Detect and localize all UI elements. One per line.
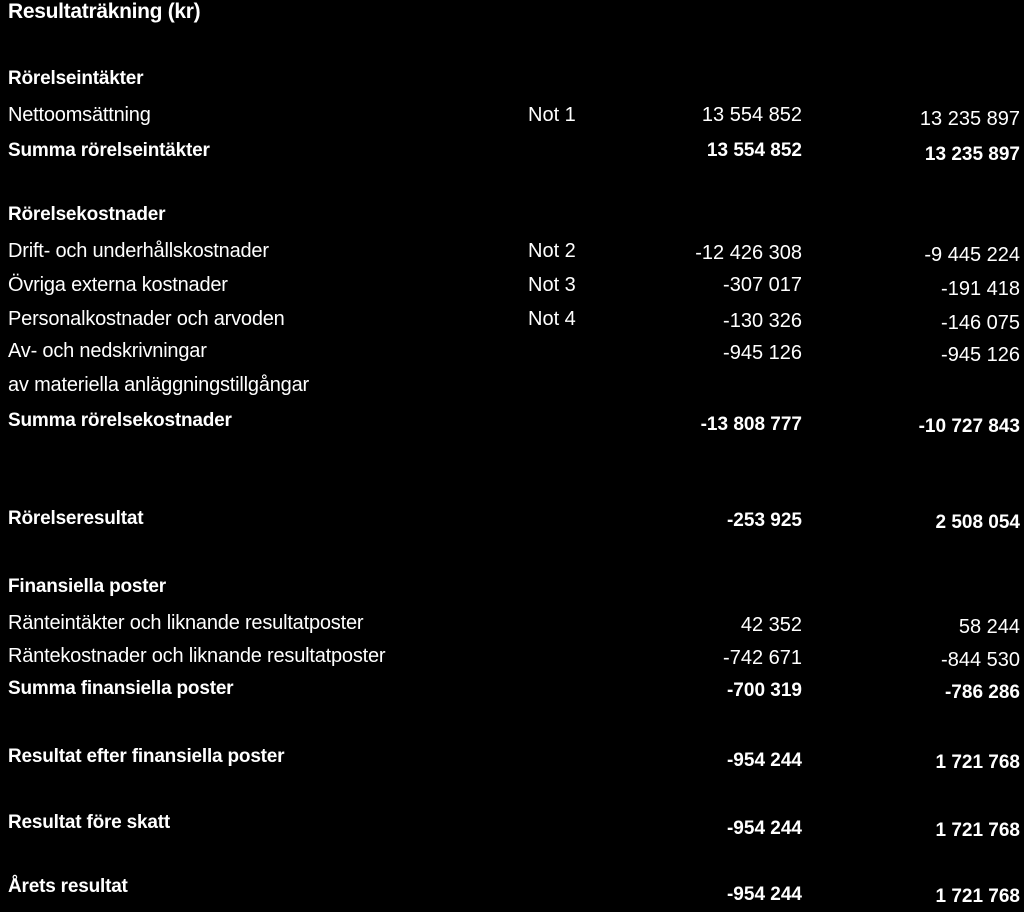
row-previous-year: 13 235 897 <box>924 144 1020 165</box>
row-label: av materiella anläggningstillgångar <box>8 374 309 396</box>
row-current-year: 13 554 852 <box>706 140 802 161</box>
row-label: Personalkostnader och arvoden <box>8 308 285 330</box>
row-label: Resultat före skatt <box>8 812 170 833</box>
row-previous-year: 58 244 <box>958 616 1020 638</box>
row-previous-year: 1 721 768 <box>935 886 1020 907</box>
row-label: Övriga externa kostnader <box>8 274 228 296</box>
row-current-year: -742 671 <box>723 647 802 669</box>
row-current-year: -307 017 <box>723 274 802 296</box>
row-label: Räntekostnader och liknande resultatposter <box>8 645 386 667</box>
row-label: Av- och nedskrivningar <box>8 340 207 362</box>
row-label: Summa rörelsekostnader <box>8 410 232 431</box>
row-label: Summa finansiella poster <box>8 678 234 699</box>
row-label: Rörelseresultat <box>8 508 144 529</box>
row-current-year: -700 319 <box>726 680 802 701</box>
row-note: Not 3 <box>528 274 576 296</box>
row-label: Ränteintäkter och liknande resultatposter <box>8 612 364 634</box>
table-row <box>0 104 1024 134</box>
row-label: Nettoomsättning <box>8 104 151 126</box>
table-row <box>0 645 1024 675</box>
section-heading-financial: Finansiella poster <box>8 576 166 597</box>
row-current-year: -954 244 <box>726 884 802 905</box>
table-row <box>0 274 1024 304</box>
table-row <box>0 508 1024 538</box>
row-previous-year: -9 445 224 <box>924 244 1020 266</box>
row-previous-year: 1 721 768 <box>935 820 1020 841</box>
row-previous-year: -945 126 <box>941 344 1020 366</box>
row-current-year: -13 808 777 <box>700 414 802 435</box>
row-label: Resultat efter finansiella poster <box>8 746 285 767</box>
row-previous-year: -844 530 <box>941 649 1020 671</box>
table-row <box>0 240 1024 270</box>
row-previous-year: -786 286 <box>944 682 1020 703</box>
row-previous-year: -10 727 843 <box>918 416 1020 437</box>
row-note: Not 2 <box>528 240 576 262</box>
row-label: Årets resultat <box>8 876 128 897</box>
table-row <box>0 308 1024 338</box>
row-current-year: -945 126 <box>723 342 802 364</box>
row-current-year: 13 554 852 <box>701 104 802 126</box>
row-note: Not 4 <box>528 308 576 330</box>
row-current-year: -12 426 308 <box>695 242 802 264</box>
section-heading-operating-costs: Rörelsekostnader <box>8 204 166 225</box>
table-row <box>0 746 1024 776</box>
page-title: Resultaträkning (kr) <box>8 0 201 23</box>
row-previous-year: -191 418 <box>941 278 1020 300</box>
row-previous-year: 13 235 897 <box>919 108 1020 130</box>
table-row <box>0 140 1024 170</box>
row-label: Summa rörelseintäkter <box>8 140 210 161</box>
table-row <box>0 612 1024 642</box>
row-previous-year: 2 508 054 <box>935 512 1020 533</box>
row-current-year: 42 352 <box>740 614 802 636</box>
row-label: Drift- och underhållskostnader <box>8 240 269 262</box>
row-previous-year: 1 721 768 <box>935 752 1020 773</box>
row-current-year: -130 326 <box>723 310 802 332</box>
table-row <box>0 374 1024 404</box>
table-row <box>0 876 1024 906</box>
row-previous-year: -146 075 <box>941 312 1020 334</box>
table-row <box>0 812 1024 842</box>
section-heading-operating-income: Rörelseintäkter <box>8 68 144 89</box>
row-note: Not 1 <box>528 104 576 126</box>
row-current-year: -954 244 <box>726 750 802 771</box>
table-row <box>0 678 1024 708</box>
row-current-year: -253 925 <box>726 510 802 531</box>
table-row <box>0 410 1024 440</box>
row-current-year: -954 244 <box>726 818 802 839</box>
table-row <box>0 340 1024 370</box>
